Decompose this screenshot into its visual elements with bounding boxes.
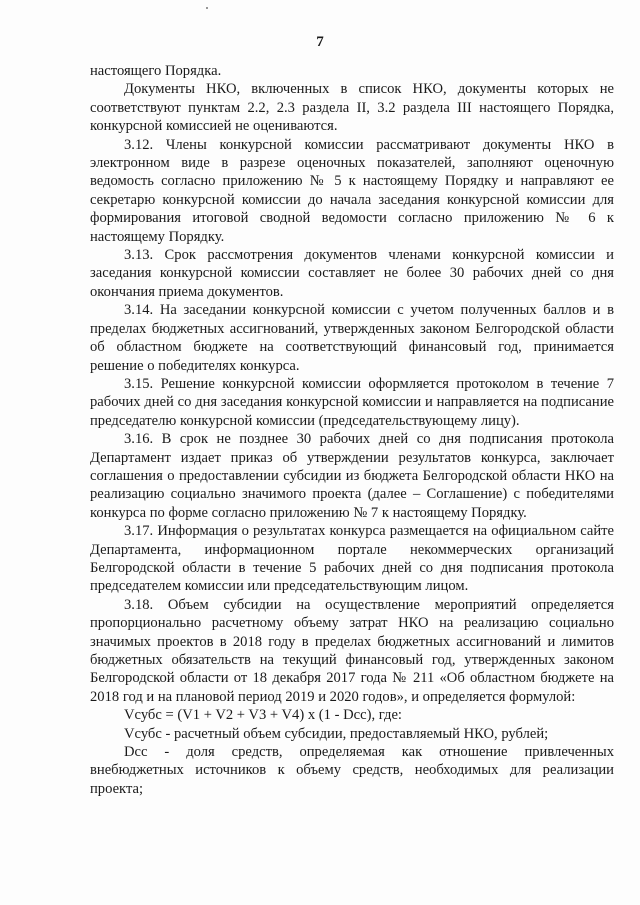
paragraph-not-evaluated: Документы НКО, включенных в список НКО, документы которых не соответствуют пунктам 2.2, 2.3 раздела II, 3.2 раздела III настоящего Порядка, конкурсной комиссией не оцениваются. [90,81,614,135]
paragraph-3-16: 3.16. В срок не позднее 30 рабочих дней со дня подписания протокола Департамент издает приказ об утверждении результатов конкурса, заключает соглашения о предоставлении субсидии из бюджета Белгородской области НКО на реализацию социально значимого проекта (далее – Соглашение) с победителями конкурса по форме согласно приложению № 7 к настоящему Порядку. [90,431,614,521]
paragraph-3-12: 3.12. Члены конкурсной комиссии рассматривают документы НКО в электронном виде в разрезе оценочных показателей, заполняют оценочную ведомость согласно приложению № 5 к настоящему Порядку и направляют ее секретарю конкурсной комиссии до начала заседания конкурсной комиссии для формирования итоговой сводной ведомости согласно приложению № 6 к настоящему Порядку. [90,136,614,245]
paragraph-3-14: 3.14. На заседании конкурсной комиссии с учетом полученных баллов и в пределах бюджетных ассигнований, утвержденных законом Белгородской области об областном бюджете на соответствующий финансовый год, принимается решение о победителях конкурса. [90,302,614,374]
document-body [90,62,614,798]
formula-definition-vsubs: Vсубс - расчетный объем субсидии, предоставляемый НКО, рублей; [124,725,549,742]
formula-definition-dss: Dсс - доля средств, определяемая как отношение привлеченных внебюджетных источников к объему средств, необходимых для реализации проекта; [90,744,614,797]
scan-speck [206,7,208,9]
paragraph-3-17: 3.17. Информация о результатах конкурса размещается на официальном сайте Департамента, информационном портале некоммерческих организаций Белгородской области в течение 5 рабочих дней со дня подписания протокола председателем комиссии или председательствующим лицом. [90,523,614,595]
subsidy-formula: Vсубс = (V1 + V2 + V3 + V4) x (1 - Dсс), где: [124,707,402,724]
paragraph-continuation: настоящего Порядка. [90,63,222,79]
paragraph-3-13: 3.13. Срок рассмотрения документов членами конкурсной комиссии и заседания конкурсной комиссии составляет не более 30 рабочих дней со дня окончания приема документов. [90,247,614,300]
paragraph-3-15: 3.15. Решение конкурсной комиссии оформляется протоколом в течение 7 рабочих дней со дня заседания конкурсной комиссии и направляется на подписание председателю конкурсной комиссии (председательствующему лицу). [90,375,614,429]
paragraph-3-18: 3.18. Объем субсидии на осуществление мероприятий определяется пропорционально расчетному объему затрат НКО на реализацию социально значимых проектов в 2018 году в пределах бюджетных ассигнований и лимитов бюджетных обязательств на текущий финансовый год, утвержденных законом Белгородской области от 18 декабря 2017 года № 211 «Об областном бюджете на 2018 год и на плановой период 2019 и 2020 годов», и определяется формулой: [90,596,614,705]
page-number: 7 [316,34,324,50]
